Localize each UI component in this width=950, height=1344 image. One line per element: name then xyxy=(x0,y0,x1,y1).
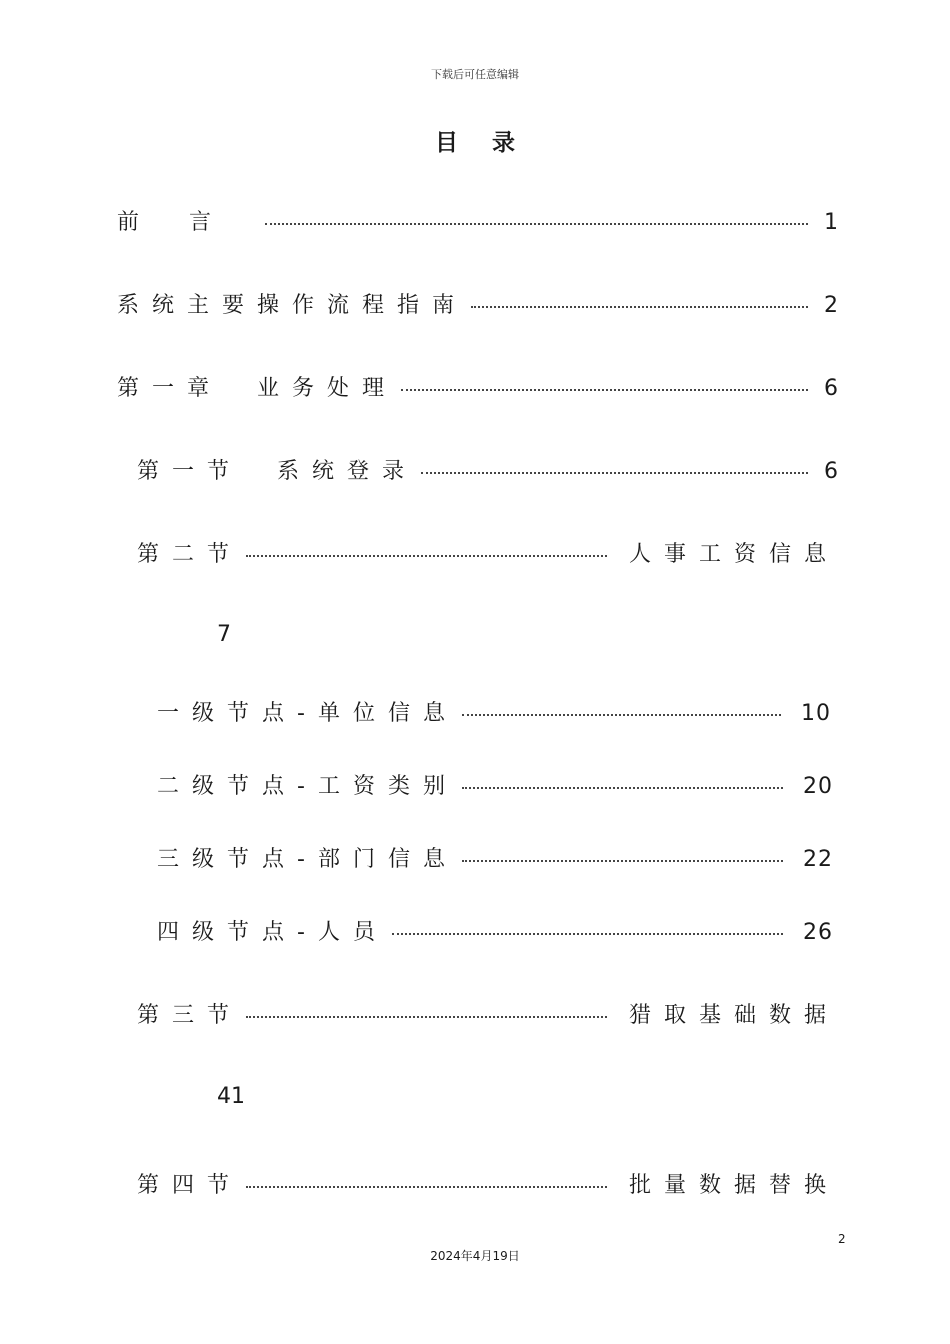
toc-label: 系统主要操作流程指南 xyxy=(117,293,468,318)
dot-leader xyxy=(421,472,808,474)
toc-label: 第三节 xyxy=(137,1003,243,1028)
toc-entry[interactable] xyxy=(137,537,839,567)
toc-page-number: 26 xyxy=(803,920,833,945)
toc-page-number: 10 xyxy=(801,701,831,726)
toc-page-number: 2 xyxy=(824,293,839,318)
dot-leader xyxy=(401,389,808,391)
dot-leader xyxy=(462,787,783,789)
toc-entry[interactable] xyxy=(137,454,839,484)
toc-label: 二级节点-工资类别 xyxy=(157,774,458,799)
toc-label: 一级节点-单位信息 xyxy=(157,701,458,726)
toc-label: 三级节点-部门信息 xyxy=(157,847,458,872)
toc-title: 批量数据替换 xyxy=(628,1173,839,1198)
toc-label: 第四节 xyxy=(137,1173,243,1198)
dot-leader xyxy=(392,933,783,935)
toc-page-number: 6 xyxy=(824,459,839,484)
page-title: 目录 xyxy=(435,130,549,156)
header-note: 下载后可任意编辑 xyxy=(431,68,519,81)
toc-page-number: 22 xyxy=(803,847,833,872)
toc-entry[interactable] xyxy=(117,371,839,401)
dot-leader xyxy=(246,555,607,557)
dot-leader xyxy=(265,223,808,225)
toc-entry[interactable] xyxy=(157,696,831,726)
page-number: 2 xyxy=(838,1232,846,1246)
toc-label: 前言 xyxy=(117,210,262,235)
toc-entry[interactable] xyxy=(157,842,833,872)
toc-label: 第一章 业务处理 xyxy=(117,376,398,401)
toc-entry[interactable] xyxy=(117,288,839,318)
toc-title: 猎取基础数据 xyxy=(628,1003,839,1028)
toc-page-number: 6 xyxy=(824,376,839,401)
toc-entry[interactable] xyxy=(137,1168,839,1198)
toc-label: 第一节 系统登录 xyxy=(137,459,418,484)
toc-label: 第二节 xyxy=(137,542,243,567)
dot-leader xyxy=(246,1186,607,1188)
toc-page-number: 7 xyxy=(217,622,231,647)
dot-leader xyxy=(246,1016,607,1018)
footer-date: 2024年4月19日 xyxy=(430,1249,520,1263)
toc-entry[interactable] xyxy=(117,205,839,235)
dot-leader xyxy=(462,714,781,716)
dot-leader xyxy=(462,860,783,862)
toc-entry[interactable] xyxy=(157,915,833,945)
dot-leader xyxy=(471,306,808,308)
toc-entry[interactable] xyxy=(157,769,833,799)
toc-entry[interactable] xyxy=(137,998,839,1028)
toc-label: 四级节点-人员 xyxy=(157,920,388,945)
toc-page-number: 20 xyxy=(803,774,833,799)
toc-page-number: 41 xyxy=(217,1084,245,1109)
toc-title: 人事工资信息 xyxy=(628,542,839,567)
toc-page-number: 1 xyxy=(824,210,839,235)
